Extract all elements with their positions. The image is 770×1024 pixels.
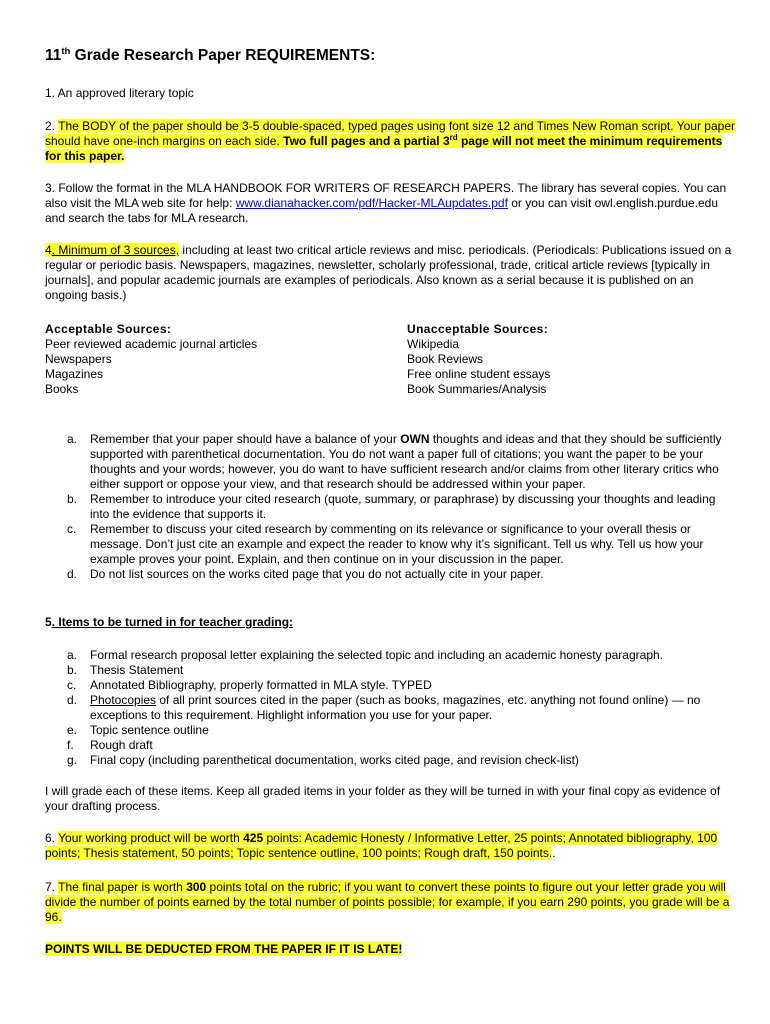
source-notes: [45, 432, 735, 582]
list-item: d. Do not list sources on the works cited page that you do not actually cite in your paper.: [67, 567, 544, 581]
list-item: b. Thesis Statement: [67, 663, 184, 677]
list-item: Book Summaries/Analysis: [407, 382, 547, 396]
acceptable-sources: [45, 322, 375, 397]
page-title: 11th Grade Research Paper REQUIREMENTS:: [45, 45, 376, 64]
list-item: c. Annotated Bibliography, properly formatted in MLA style. TYPED: [67, 678, 432, 692]
highlight: Your working product will be worth 425 points: Academic Honesty / Informative Letter, 25 points; Annotated bibliography, 100 points; Thesis statement, 50 points; Topic sentence outline, 100 points; Rough draft, 150 points.: [45, 831, 718, 860]
list-item: Books: [45, 382, 79, 396]
late-warning: POINTS WILL BE DEDUCTED FROM THE PAPER IF IT IS LATE!: [45, 942, 403, 956]
requirement-1: 1. An approved literary topic: [45, 86, 194, 100]
list-item: g. Final copy (including parenthetical documentation, works cited page, and revision check-list): [67, 753, 579, 767]
requirement-4: 4. Minimum of 3 sources, including at least two critical article reviews and misc. periodicals. (Periodicals: Publications issued on a regular or periodic basis. Newspapers, magazines, newsletter, scholarly professional, trade, critical article reviews [typically in journals], and popular academic journals are examples of periodicals. Also known as a serial because it is published on an ongoing basis.): [45, 243, 732, 302]
acceptable-heading: Acceptable Sources:: [45, 322, 172, 336]
requirement-3: 3. Follow the format in the MLA HANDBOOK FOR WRITERS OF RESEARCH PAPERS. The library has several copies. You can also visit the MLA web site for help: www.dianahacker.com/pdf/Hacker-MLAupdates.pdf or you can visit owl.english.purdue.edu and search the tabs for MLA research.: [45, 181, 727, 225]
requirement-6: 6. Your working product will be worth 425 points: Academic Honesty / Informative Letter, 25 points; Annotated bibliography, 100 points; Thesis statement, 50 points; Topic sentence outline, 100 points; Rough draft, 150 points..: [45, 831, 718, 860]
requirement-5-heading: 5. Items to be turned in for teacher grading:: [45, 615, 294, 629]
grade-note: I will grade each of these items. Keep all graded items in your folder as they will be turned in with your final copy as evidence of your drafting process.: [45, 784, 721, 813]
requirement-2: 2. The BODY of the paper should be 3-5 double-spaced, typed pages using font size 12 and Times New Roman script. Your paper should have one-inch margins on each side. Two full pages and a partial 3rd page will not meet the minimum requirements for this paper.: [45, 119, 735, 163]
list-item: a. Formal research proposal letter explaining the selected topic and including an academic honesty paragraph.: [67, 648, 664, 662]
highlight: . Minimum of 3 sources,: [51, 243, 180, 257]
list-item: c. Remember to discuss your cited research by commenting on its relevance or significance to your overall thesis or message. Don’t just cite an example and expect the reader to know why it’s significant. Tell us why. Tell us how your example proves your point. Explain, and then continue on in your discussion in the paper.: [67, 522, 704, 566]
list-item: a. Remember that your paper should have a balance of your OWN thoughts and ideas and that they should be sufficiently supported with parenthetical documentation. You do not want a paper full of citations; you want the paper to be your thoughts and your words; however, you do want to have sufficient research and/or claims from other literary critics who either support or oppose your view, and that research should be addressed within your paper.: [67, 432, 722, 491]
mla-link[interactable]: www.dianahacker.com/pdf/Hacker-MLAupdates.pdf: [235, 196, 508, 210]
list-item: Newspapers: [45, 352, 112, 366]
list-item: e. Topic sentence outline: [67, 723, 209, 737]
list-item: b. Remember to introduce your cited research (quote, summary, or paraphrase) by discussing your thoughts and leading into the evidence that supports it.: [67, 492, 716, 521]
unacceptable-sources: [407, 322, 737, 397]
list-item: Wikipedia: [407, 337, 460, 351]
highlight: The BODY of the paper should be 3-5 double-spaced, typed pages using font size 12 and Times New Roman script. Your paper should have one-inch margins on each side. Two full pages and a partial 3rd page will not meet the minimum requirements for this paper.: [45, 119, 735, 163]
list-item: Peer reviewed academic journal articles: [45, 337, 258, 351]
list-item: f. Rough draft: [67, 738, 153, 752]
list-item: d. Photocopies of all print sources cited in the paper (such as books, magazines, etc. anything not found online) — no exceptions to this requirement. Highlight information you use for your paper.: [67, 693, 701, 722]
list-item: Magazines: [45, 367, 104, 381]
list-item: Book Reviews: [407, 352, 484, 366]
grading-items: [45, 648, 735, 768]
unacceptable-heading: Unacceptable Sources:: [407, 322, 549, 336]
highlight: The final paper is worth 300 points total on the rubric; if you want to convert these points to figure out your letter grade you will divide the number of points earned by the total number of points possible; for example, if you earn 290 points, you grade will be a 96.: [45, 880, 730, 924]
list-item: Free online student essays: [407, 367, 551, 381]
requirement-7: 7. The final paper is worth 300 points total on the rubric; if you want to convert these points to figure out your letter grade you will divide the number of points earned by the total number of points possible; for example, if you earn 290 points, you grade will be a 96.: [45, 880, 730, 924]
